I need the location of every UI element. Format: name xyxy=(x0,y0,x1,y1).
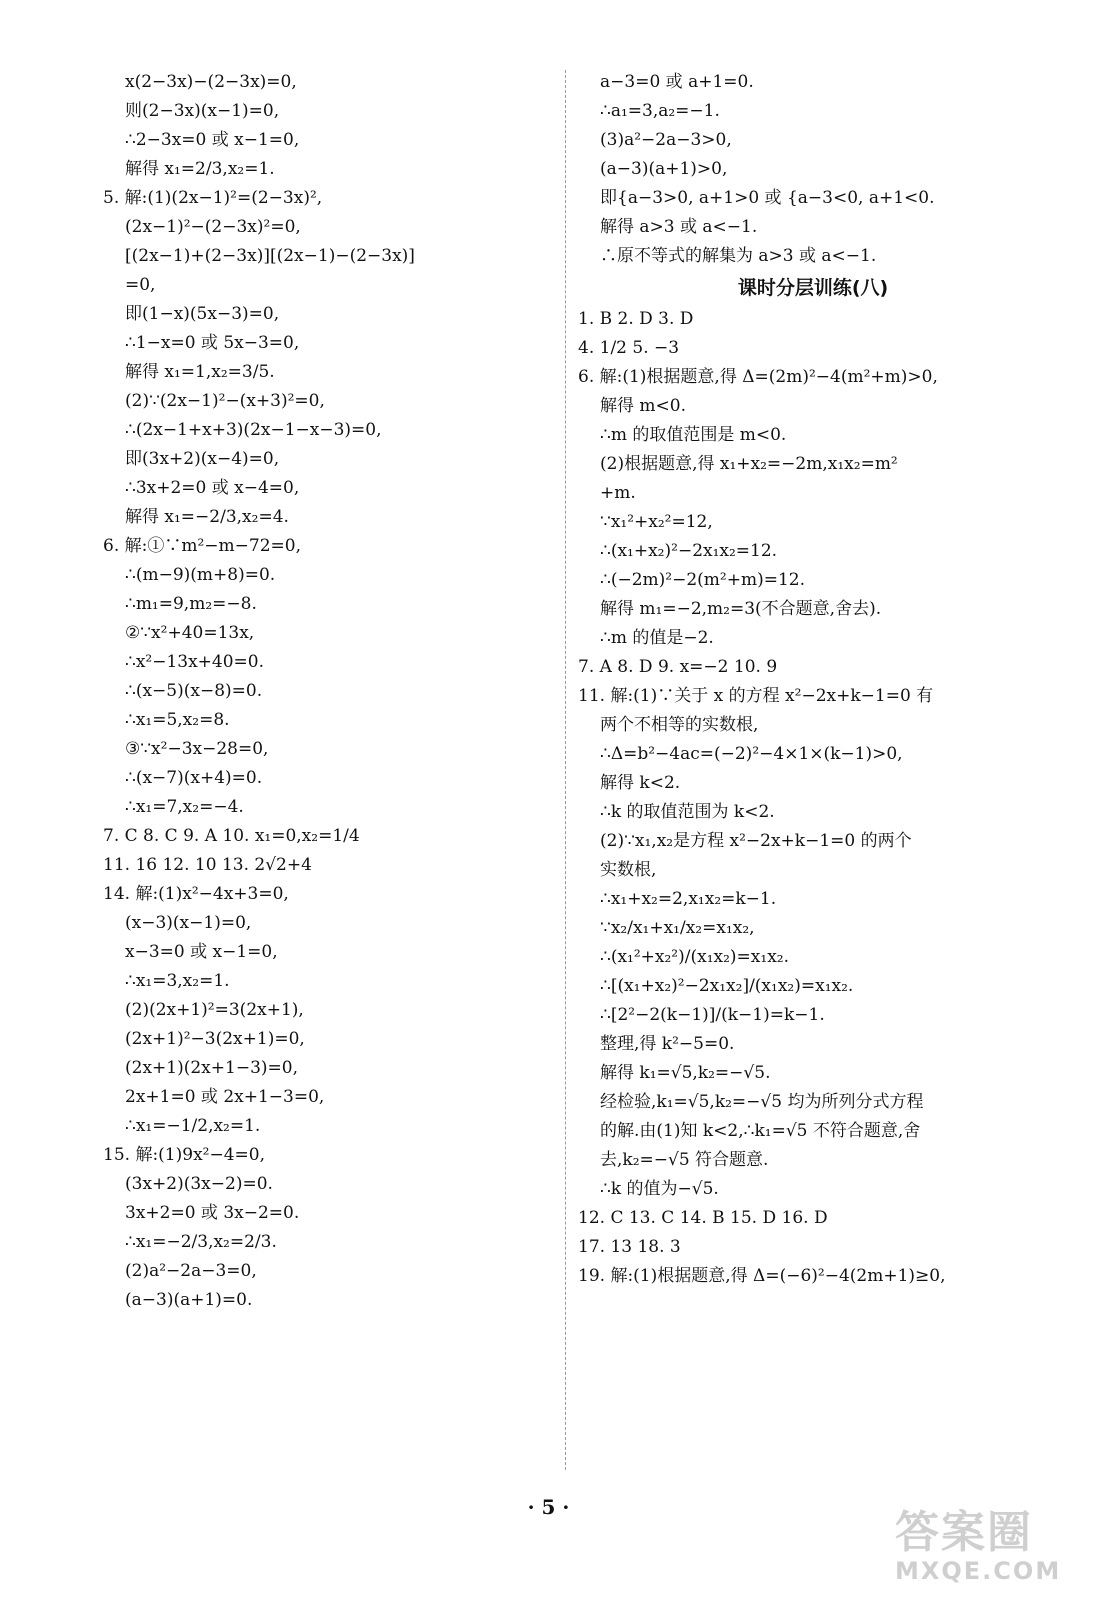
text-line: 6. 解:①∵m²−m−72=0, xyxy=(103,536,301,556)
text-line: 19. 解:(1)根据题意,得 Δ=(−6)²−4(2m+1)≥0, xyxy=(578,1266,946,1286)
text-line: ∴(−2m)²−2(m²+m)=12. xyxy=(600,570,805,590)
text-line: ∴x₁=−1/2,x₂=1. xyxy=(125,1116,261,1136)
text-line: ∴m₁=9,m₂=−8. xyxy=(125,594,257,614)
text-line: 两个不相等的实数根, xyxy=(600,715,759,735)
text-line: ∴m 的值是−2. xyxy=(600,628,714,648)
text-line: (2x+1)(2x+1−3)=0, xyxy=(125,1058,298,1078)
text-line: ∴Δ=b²−4ac=(−2)²−4×1×(k−1)>0, xyxy=(600,744,903,764)
text-line: (a−3)(a+1)>0, xyxy=(600,159,728,179)
text-line: =0, xyxy=(125,275,156,295)
right-column-part-1 xyxy=(578,68,1048,271)
text-line: 6. 解:(1)根据题意,得 Δ=(2m)²−4(m²+m)>0, xyxy=(578,367,938,387)
text-line: ∴x₁=−2/3,x₂=2/3. xyxy=(125,1232,277,1252)
text-line: 1. B 2. D 3. D xyxy=(578,309,694,329)
text-line: ∴1−x=0 或 5x−3=0, xyxy=(125,333,300,353)
column-divider xyxy=(565,70,566,1470)
text-line: 即(1−x)(5x−3)=0, xyxy=(125,304,280,324)
text-line: ∵x₁²+x₂²=12, xyxy=(600,512,713,532)
text-line: ∴(x−7)(x+4)=0. xyxy=(125,768,263,788)
left-column xyxy=(103,68,553,1315)
text-line: 17. 13 18. 3 xyxy=(578,1237,681,1257)
text-line: (2x+1)²−3(2x+1)=0, xyxy=(125,1029,305,1049)
right-column-part-2 xyxy=(578,305,1048,1291)
text-line: ②∵x²+40=13x, xyxy=(125,623,255,643)
text-line: ∴(m−9)(m+8)=0. xyxy=(125,565,276,585)
text-line: ∴x₁+x₂=2,x₁x₂=k−1. xyxy=(600,889,777,909)
text-line: ∴3x+2=0 或 x−4=0, xyxy=(125,478,300,498)
text-line: ∴(2x−1+x+3)(2x−1−x−3)=0, xyxy=(125,420,382,440)
text-line: 经检验,k₁=√5,k₂=−√5 均为所列分式方程 xyxy=(600,1092,924,1112)
text-line: 解得 x₁=2/3,x₂=1. xyxy=(125,159,275,179)
text-line: 即(3x+2)(x−4)=0, xyxy=(125,449,280,469)
text-line: 4. 1/2 5. −3 xyxy=(578,338,680,358)
text-line: ∴(x−5)(x−8)=0. xyxy=(125,681,263,701)
text-line: 实数根, xyxy=(600,860,657,880)
text-line: ∴x₁=3,x₂=1. xyxy=(125,971,230,991)
text-line: a−3=0 或 a+1=0. xyxy=(600,72,754,92)
text-line: ∴原不等式的解集为 a>3 或 a<−1. xyxy=(600,246,877,266)
watermark-url: MXQE.COM xyxy=(895,1557,1062,1585)
text-line: 7. A 8. D 9. x=−2 10. 9 xyxy=(578,657,778,677)
text-line: ∴k 的值为−√5. xyxy=(600,1179,719,1199)
text-line: x−3=0 或 x−1=0, xyxy=(125,942,278,962)
text-line: 5. 解:(1)(2x−1)²=(2−3x)², xyxy=(103,188,323,208)
text-line: ∴k 的取值范围为 k<2. xyxy=(600,802,775,822)
text-line: (2)(2x+1)²=3(2x+1), xyxy=(125,1000,304,1020)
text-line: [(2x−1)+(2−3x)][(2x−1)−(2−3x)] xyxy=(125,246,415,266)
text-line: 解得 m<0. xyxy=(600,396,686,416)
text-line: 的解.由(1)知 k<2,∴k₁=√5 不符合题意,舍 xyxy=(600,1121,921,1141)
text-line: 11. 16 12. 10 13. 2√2+4 xyxy=(103,855,312,875)
text-line: 解得 x₁=1,x₂=3/5. xyxy=(125,362,275,382)
text-line: 即{a−3>0, a+1>0 或 {a−3<0, a+1<0. xyxy=(600,188,935,208)
text-line: ∵x₂/x₁+x₁/x₂=x₁x₂, xyxy=(600,918,755,938)
text-line: 15. 解:(1)9x²−4=0, xyxy=(103,1145,265,1165)
text-line: 12. C 13. C 14. B 15. D 16. D xyxy=(578,1208,828,1228)
text-line: 去,k₂=−√5 符合题意. xyxy=(600,1150,769,1170)
text-line: (2)∵x₁,x₂是方程 x²−2x+k−1=0 的两个 xyxy=(600,831,912,851)
text-line: (2)∵(2x−1)²−(x+3)²=0, xyxy=(125,391,325,411)
watermark-logo xyxy=(895,1509,1085,1589)
text-line: ∴m 的取值范围是 m<0. xyxy=(600,425,787,445)
page-number: · 5 · xyxy=(527,1495,570,1519)
text-line: ∴a₁=3,a₂=−1. xyxy=(600,101,720,121)
text-line: (a−3)(a+1)=0. xyxy=(125,1290,253,1310)
text-line: ∴[2²−2(k−1)]/(k−1)=k−1. xyxy=(600,1005,825,1025)
text-line: ∴2−3x=0 或 x−1=0, xyxy=(125,130,300,150)
text-line: ∴[(x₁+x₂)²−2x₁x₂]/(x₁x₂)=x₁x₂. xyxy=(600,976,854,996)
text-line: ∴x₁=7,x₂=−4. xyxy=(125,797,244,817)
section-title: 课时分层训练(八) xyxy=(737,277,889,299)
text-line: (3x+2)(3x−2)=0. xyxy=(125,1174,273,1194)
text-line: 则(2−3x)(x−1)=0, xyxy=(125,101,280,121)
text-line: ∴(x₁²+x₂²)/(x₁x₂)=x₁x₂. xyxy=(600,947,790,967)
text-line: (2)根据题意,得 x₁+x₂=−2m,x₁x₂=m² xyxy=(600,454,898,474)
text-line: ∴(x₁+x₂)²−2x₁x₂=12. xyxy=(600,541,778,561)
text-line: 解得 m₁=−2,m₂=3(不合题意,舍去). xyxy=(600,599,882,619)
text-line: ∴x²−13x+40=0. xyxy=(125,652,265,672)
text-line: 整理,得 k²−5=0. xyxy=(600,1034,735,1054)
text-line: (2x−1)²−(2−3x)²=0, xyxy=(125,217,301,237)
text-line: 解得 k<2. xyxy=(600,773,681,793)
right-column xyxy=(578,68,1048,1291)
text-line: +m. xyxy=(600,483,636,503)
text-line: (x−3)(x−1)=0, xyxy=(125,913,252,933)
text-line: 3x+2=0 或 3x−2=0. xyxy=(125,1203,300,1223)
text-line: 7. C 8. C 9. A 10. x₁=0,x₂=1/4 xyxy=(103,826,360,846)
text-line: 解得 x₁=−2/3,x₂=4. xyxy=(125,507,289,527)
text-line: ∴x₁=5,x₂=8. xyxy=(125,710,230,730)
text-line: ③∵x²−3x−28=0, xyxy=(125,739,269,759)
text-line: 11. 解:(1)∵关于 x 的方程 x²−2x+k−1=0 有 xyxy=(578,686,934,706)
watermark-text: 答案圈 xyxy=(895,1507,1033,1558)
text-line: (3)a²−2a−3>0, xyxy=(600,130,732,150)
text-line: 2x+1=0 或 2x+1−3=0, xyxy=(125,1087,325,1107)
text-line: 解得 k₁=√5,k₂=−√5. xyxy=(600,1063,771,1083)
text-line: 解得 a>3 或 a<−1. xyxy=(600,217,758,237)
text-line: 14. 解:(1)x²−4x+3=0, xyxy=(103,884,289,904)
text-line: (2)a²−2a−3=0, xyxy=(125,1261,257,1281)
text-line: x(2−3x)−(2−3x)=0, xyxy=(125,72,297,92)
